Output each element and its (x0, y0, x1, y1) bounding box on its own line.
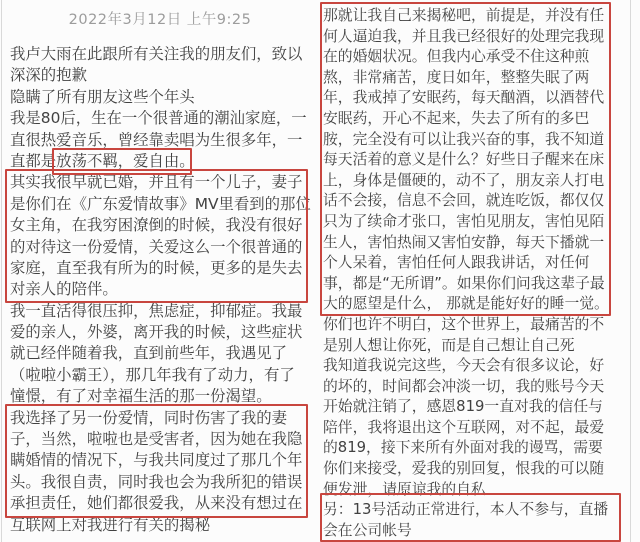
text-line: 每天活着的意义是什么？好些日子醒来在床 (323, 151, 605, 169)
text-line: 年，我戒掉了安眠药，每天酗酒，以酒替代 (323, 89, 605, 107)
text-line: 你们也许不明白，这个世界上，最痛苦的不 (323, 315, 605, 333)
text-line: 对亲人的陪伴。 (10, 280, 118, 299)
text-line: 熬，非常痛苦，度日如年，整整失眠了两 (323, 68, 590, 86)
post-timestamp: 2022年3月12日 上午9:25 (68, 12, 252, 28)
text-line: 我知道我说完这些，今天会有很多议论，好 (323, 357, 605, 375)
text-line: 是你们在《广东爱情故事》MV里看到的那位 (10, 194, 311, 213)
text-line: 话不会接，信息不会回，就连吃饭，都仅仅 (323, 192, 605, 210)
text-line: 生人，害怕热闹又害怕安静，每天下播就一 (323, 233, 605, 251)
text-line: 大的愿望是什么， 那就是能好好的睡一觉。 (323, 295, 609, 313)
text-line: 直很热爱音乐，曾经靠卖唱为生很多年，一 (10, 130, 303, 149)
text-line: 上，身体是僵硬的，动不了，朋友亲人打电 (323, 171, 605, 189)
text-line: 就已经伴随着我，直到前些年，我遇见了 (10, 344, 288, 363)
text-line: 我是80后，生在一个很普通的潮汕家庭，一 (10, 109, 307, 128)
text-line: 家庭，直至我有所为的时候，更多的是失去 (10, 258, 303, 277)
text-line: 事，都是“无所谓”。如果你们问我这辈子最 (323, 274, 605, 292)
text-line: 憧憬，有了对幸福生活的那一份渴望。 (10, 387, 272, 406)
text-line: 我选择了另一份爱情，同时伤害了我的妻 (10, 408, 288, 427)
right-text-column (323, 6, 615, 541)
text-line: 瞒婚情的情况下，与我共同度过了那几个年 (10, 451, 303, 470)
text-line: 互联网上对我进行有关的揭秘 (10, 515, 211, 534)
text-line: （啦啦小霸王），那几年我有了动力，有了 (10, 365, 295, 384)
text-line: 是别人想让你死，而是自己想让自己死 (323, 336, 575, 354)
text-line: 在的婚姻状况。但我内心承受不住这种煎 (323, 48, 590, 66)
text-line: 直都是放荡不羁，爱自由。 (10, 151, 195, 170)
text-line: 那就让我自己来揭秘吧，前提是，并没有任 (323, 7, 605, 24)
text-line: 的819，接下来所有外面对我的谩骂，需要 (323, 439, 603, 457)
text-line: 隐瞒了所有朋友这些个年头 (10, 87, 195, 106)
text-line: 深深的抱歉 (10, 66, 87, 85)
text-line: 会在公司帐号 (323, 521, 412, 539)
left-edge-divider (1, 0, 2, 542)
text-line: 胺，完全没有可以让我兴奋的事，我不知道 (323, 130, 605, 148)
left-text-column (10, 44, 310, 536)
text-line: 陪伴，我将退出这个互联网，对不起，最爱 (323, 418, 605, 436)
text-line: 我卢大雨在此跟所有关注我的朋友们，致以 (10, 45, 303, 63)
text-line: 便发泄，请原谅我的自私 (323, 480, 486, 498)
text-line: 你们来接受，爱我的别回复，恨我的可以随 (323, 460, 605, 478)
right-edge-divider (630, 0, 631, 542)
text-line: 只为了续命才张口，害怕见朋友，害怕见陌 (323, 212, 605, 230)
text-line: 我一直活得很压抑，焦虑症，抑郁症。我最 (10, 301, 303, 320)
text-line: 子，当然，啦啦也是受害者，因为她在我隐 (10, 430, 303, 449)
text-line: 开始就注销了，感恩819一直对我的信任与 (323, 398, 603, 416)
text-line: 头。我很自责，同时我也会为我所犯的错误 (10, 472, 303, 491)
text-line: 安眠药，开心不起来，失去了所有的多巴 (323, 109, 590, 127)
text-line: 另：13号活动正常进行，本人不参与，直播 (323, 501, 609, 519)
text-line: 其实我很早就已婚，并且有一个儿子，妻子 (10, 173, 303, 192)
text-line: 承担责任，她们都很爱我，从来没有想过在 (10, 494, 303, 513)
text-line: 个人呆着，害怕任何人跟我讲话，对任何 (323, 254, 590, 272)
text-line: 何人逼迫我，并且我已经很好的处理完我现 (323, 27, 605, 45)
text-line: 的对待这一份爱情，关爱这么一个很普通的 (10, 237, 303, 256)
text-line: 女主角，在我穷困潦倒的时候，我没有很好 (10, 216, 303, 235)
text-line: 爱的亲人，外婆，离开我的时候，这些症状 (10, 323, 303, 342)
text-line: 的坏的，时间都会冲淡一切，我的账号今天 (323, 377, 605, 395)
